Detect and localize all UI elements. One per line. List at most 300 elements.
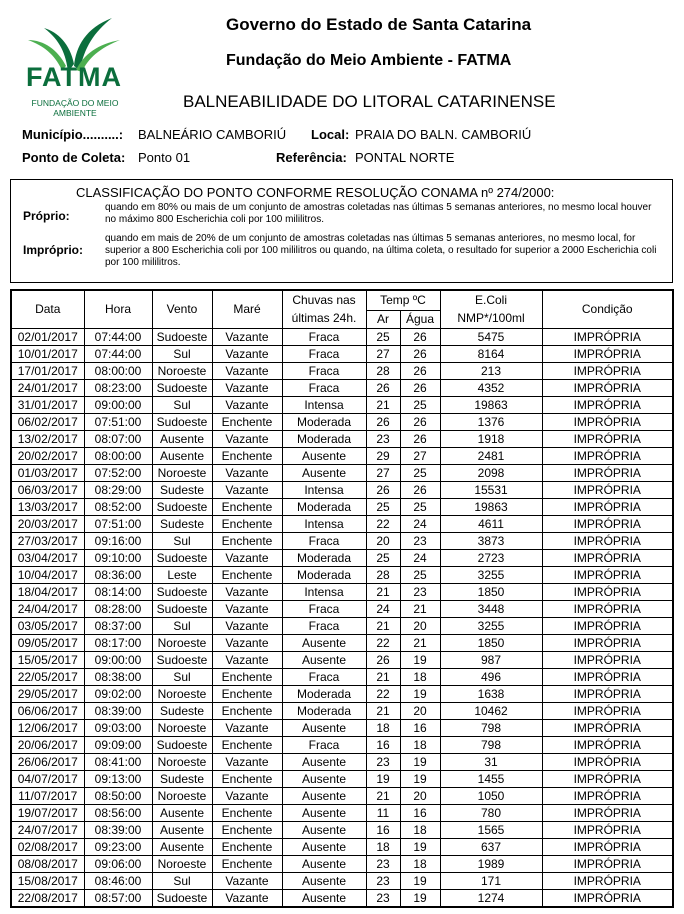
cell-ecoli: 2723	[440, 549, 542, 566]
cell-temp-ar: 23	[366, 872, 400, 889]
cell-ecoli: 10462	[440, 702, 542, 719]
table-row	[11, 821, 673, 838]
cell-condicao: IMPRÓPRIA	[542, 379, 673, 396]
cell-temp-agua: 26	[400, 362, 440, 379]
cell-temp-agua: 26	[400, 481, 440, 498]
cell-data: 13/03/2017	[11, 498, 84, 515]
cell-vento: Sudoeste	[152, 379, 212, 396]
cell-condicao: IMPRÓPRIA	[542, 362, 673, 379]
cell-vento: Noroeste	[152, 464, 212, 481]
cell-ecoli: 3873	[440, 532, 542, 549]
cell-temp-ar: 21	[366, 396, 400, 413]
cell-temp-agua: 21	[400, 634, 440, 651]
cell-mare: Vazante	[212, 362, 282, 379]
table-row	[11, 481, 673, 498]
cell-data: 02/01/2017	[11, 328, 84, 345]
cell-temp-ar: 24	[366, 600, 400, 617]
cell-mare: Enchente	[212, 736, 282, 753]
cell-condicao: IMPRÓPRIA	[542, 719, 673, 736]
cell-temp-ar: 26	[366, 651, 400, 668]
cell-vento: Noroeste	[152, 362, 212, 379]
classification-title: CLASSIFICAÇÃO DO PONTO CONFORME RESOLUÇÃO CONAMA nº 274/2000:	[76, 185, 555, 200]
cell-temp-ar: 22	[366, 634, 400, 651]
ponto-value: Ponto 01	[138, 150, 191, 165]
cell-temp-ar: 23	[366, 753, 400, 770]
cell-mare: Enchente	[212, 447, 282, 464]
cell-chuvas: Ausente	[282, 838, 366, 855]
cell-vento: Sudoeste	[152, 889, 212, 907]
cell-ecoli: 1565	[440, 821, 542, 838]
table-row	[11, 855, 673, 872]
cell-ecoli: 1850	[440, 634, 542, 651]
cell-temp-ar: 23	[366, 430, 400, 447]
table-row	[11, 328, 673, 345]
cell-chuvas: Ausente	[282, 447, 366, 464]
cell-temp-ar: 25	[366, 328, 400, 345]
cell-mare: Vazante	[212, 345, 282, 362]
cell-hora: 08:29:00	[84, 481, 152, 498]
cell-data: 24/04/2017	[11, 600, 84, 617]
cell-hora: 09:16:00	[84, 532, 152, 549]
cell-vento: Sudoeste	[152, 583, 212, 600]
cell-vento: Sul	[152, 396, 212, 413]
cell-data: 31/01/2017	[11, 396, 84, 413]
cell-vento: Noroeste	[152, 719, 212, 736]
cell-chuvas: Intensa	[282, 396, 366, 413]
cell-chuvas: Ausente	[282, 872, 366, 889]
cell-condicao: IMPRÓPRIA	[542, 481, 673, 498]
cell-temp-agua: 25	[400, 566, 440, 583]
cell-chuvas: Moderada	[282, 702, 366, 719]
cell-mare: Enchente	[212, 515, 282, 532]
cell-hora: 07:44:00	[84, 345, 152, 362]
cell-condicao: IMPRÓPRIA	[542, 430, 673, 447]
cell-mare: Vazante	[212, 634, 282, 651]
cell-vento: Sudoeste	[152, 736, 212, 753]
cell-ecoli: 4611	[440, 515, 542, 532]
cell-condicao: IMPRÓPRIA	[542, 532, 673, 549]
cell-temp-ar: 21	[366, 617, 400, 634]
cell-temp-agua: 26	[400, 430, 440, 447]
report-title: BALNEABILIDADE DO LITORAL CATARINENSE	[183, 92, 556, 111]
table-row	[11, 379, 673, 396]
table-row	[11, 889, 673, 907]
cell-data: 04/07/2017	[11, 770, 84, 787]
foundation-title: Fundação do Meio Ambiente - FATMA	[226, 52, 512, 69]
cell-hora: 09:13:00	[84, 770, 152, 787]
cell-mare: Enchente	[212, 413, 282, 430]
cell-ecoli: 1050	[440, 787, 542, 804]
col-header-chuvas-line1: Chuvas nas	[282, 290, 366, 310]
cell-condicao: IMPRÓPRIA	[542, 855, 673, 872]
cell-chuvas: Moderada	[282, 566, 366, 583]
cell-mare: Enchente	[212, 668, 282, 685]
cell-temp-ar: 23	[366, 855, 400, 872]
cell-chuvas: Ausente	[282, 787, 366, 804]
cell-chuvas: Moderada	[282, 413, 366, 430]
cell-data: 03/05/2017	[11, 617, 84, 634]
cell-data: 02/08/2017	[11, 838, 84, 855]
cell-data: 08/08/2017	[11, 855, 84, 872]
cell-temp-agua: 19	[400, 889, 440, 907]
cell-ecoli: 637	[440, 838, 542, 855]
cell-hora: 09:10:00	[84, 549, 152, 566]
cell-temp-ar: 28	[366, 362, 400, 379]
table-row	[11, 464, 673, 481]
cell-chuvas: Intensa	[282, 481, 366, 498]
cell-hora: 08:00:00	[84, 362, 152, 379]
cell-vento: Sudoeste	[152, 328, 212, 345]
cell-temp-agua: 19	[400, 770, 440, 787]
cell-temp-agua: 20	[400, 787, 440, 804]
cell-temp-ar: 16	[366, 821, 400, 838]
logo-subtitle: FUNDAÇÃO DO MEIO AMBIENTE	[31, 98, 119, 118]
cell-hora: 08:36:00	[84, 566, 152, 583]
table-row	[11, 804, 673, 821]
table-row	[11, 634, 673, 651]
municipio-label: Município..........:	[22, 127, 124, 142]
cell-temp-agua: 18	[400, 736, 440, 753]
cell-temp-ar: 25	[366, 549, 400, 566]
cell-ecoli: 798	[440, 736, 542, 753]
cell-mare: Enchente	[212, 566, 282, 583]
cell-condicao: IMPRÓPRIA	[542, 549, 673, 566]
table-row	[11, 668, 673, 685]
cell-hora: 08:23:00	[84, 379, 152, 396]
cell-hora: 08:41:00	[84, 753, 152, 770]
cell-mare: Vazante	[212, 549, 282, 566]
cell-vento: Ausente	[152, 804, 212, 821]
cell-data: 12/06/2017	[11, 719, 84, 736]
cell-chuvas: Ausente	[282, 753, 366, 770]
cell-temp-ar: 27	[366, 345, 400, 362]
cell-temp-ar: 22	[366, 685, 400, 702]
cell-temp-agua: 26	[400, 345, 440, 362]
cell-data: 06/03/2017	[11, 481, 84, 498]
cell-hora: 09:06:00	[84, 855, 152, 872]
cell-data: 15/08/2017	[11, 872, 84, 889]
cell-temp-ar: 28	[366, 566, 400, 583]
cell-temp-ar: 25	[366, 498, 400, 515]
cell-mare: Vazante	[212, 481, 282, 498]
cell-temp-agua: 26	[400, 379, 440, 396]
table-row	[11, 838, 673, 855]
cell-hora: 08:00:00	[84, 447, 152, 464]
referencia-label: Referência:	[276, 150, 347, 165]
cell-ecoli: 3448	[440, 600, 542, 617]
cell-chuvas: Intensa	[282, 515, 366, 532]
cell-hora: 09:23:00	[84, 838, 152, 855]
cell-hora: 08:39:00	[84, 821, 152, 838]
cell-data: 26/06/2017	[11, 753, 84, 770]
cell-data: 06/02/2017	[11, 413, 84, 430]
cell-condicao: IMPRÓPRIA	[542, 566, 673, 583]
cell-ecoli: 19863	[440, 396, 542, 413]
cell-chuvas: Intensa	[282, 583, 366, 600]
cell-temp-agua: 18	[400, 821, 440, 838]
cell-condicao: IMPRÓPRIA	[542, 838, 673, 855]
cell-data: 18/04/2017	[11, 583, 84, 600]
cell-temp-ar: 27	[366, 464, 400, 481]
cell-mare: Vazante	[212, 464, 282, 481]
table-row	[11, 753, 673, 770]
cell-temp-ar: 21	[366, 668, 400, 685]
results-table-body	[11, 328, 673, 907]
cell-chuvas: Ausente	[282, 770, 366, 787]
cell-condicao: IMPRÓPRIA	[542, 821, 673, 838]
cell-ecoli: 15531	[440, 481, 542, 498]
cell-vento: Sudeste	[152, 770, 212, 787]
cell-ecoli: 19863	[440, 498, 542, 515]
cell-temp-agua: 23	[400, 532, 440, 549]
cell-data: 03/04/2017	[11, 549, 84, 566]
col-header-chuvas-line2: últimas 24h.	[282, 310, 366, 328]
cell-hora: 07:52:00	[84, 464, 152, 481]
cell-hora: 08:07:00	[84, 430, 152, 447]
cell-ecoli: 2098	[440, 464, 542, 481]
table-row	[11, 872, 673, 889]
cell-chuvas: Moderada	[282, 685, 366, 702]
cell-temp-agua: 19	[400, 651, 440, 668]
cell-temp-agua: 26	[400, 413, 440, 430]
local-label: Local:	[311, 127, 350, 142]
cell-ecoli: 1918	[440, 430, 542, 447]
cell-temp-agua: 23	[400, 583, 440, 600]
table-row	[11, 532, 673, 549]
cell-vento: Ausente	[152, 821, 212, 838]
cell-temp-ar: 11	[366, 804, 400, 821]
cell-data: 09/05/2017	[11, 634, 84, 651]
cell-condicao: IMPRÓPRIA	[542, 328, 673, 345]
cell-vento: Sul	[152, 872, 212, 889]
col-header-ar: Ar	[366, 310, 400, 328]
cell-mare: Vazante	[212, 583, 282, 600]
table-row	[11, 498, 673, 515]
cell-hora: 07:44:00	[84, 328, 152, 345]
cell-hora: 08:39:00	[84, 702, 152, 719]
cell-data: 22/05/2017	[11, 668, 84, 685]
table-row	[11, 702, 673, 719]
cell-hora: 09:09:00	[84, 736, 152, 753]
cell-hora: 09:00:00	[84, 651, 152, 668]
cell-data: 17/01/2017	[11, 362, 84, 379]
cell-temp-ar: 16	[366, 736, 400, 753]
cell-ecoli: 798	[440, 719, 542, 736]
cell-chuvas: Fraca	[282, 345, 366, 362]
table-row	[11, 413, 673, 430]
cell-temp-ar: 22	[366, 515, 400, 532]
cell-ecoli: 8164	[440, 345, 542, 362]
cell-vento: Sul	[152, 617, 212, 634]
cell-chuvas: Fraca	[282, 532, 366, 549]
cell-mare: Enchente	[212, 770, 282, 787]
cell-ecoli: 4352	[440, 379, 542, 396]
cell-hora: 08:14:00	[84, 583, 152, 600]
cell-temp-agua: 20	[400, 702, 440, 719]
cell-mare: Vazante	[212, 396, 282, 413]
cell-data: 24/01/2017	[11, 379, 84, 396]
cell-condicao: IMPRÓPRIA	[542, 651, 673, 668]
cell-mare: Enchente	[212, 532, 282, 549]
cell-temp-agua: 18	[400, 668, 440, 685]
cell-mare: Vazante	[212, 379, 282, 396]
cell-condicao: IMPRÓPRIA	[542, 685, 673, 702]
cell-temp-ar: 18	[366, 719, 400, 736]
cell-temp-ar: 19	[366, 770, 400, 787]
cell-hora: 09:02:00	[84, 685, 152, 702]
cell-condicao: IMPRÓPRIA	[542, 447, 673, 464]
cell-data: 20/03/2017	[11, 515, 84, 532]
cell-temp-agua: 21	[400, 600, 440, 617]
cell-data: 13/02/2017	[11, 430, 84, 447]
cell-ecoli: 5475	[440, 328, 542, 345]
improprio-text: quando em mais de 20% de um conjunto de amostras coletadas nas últimas 5 semanas anteriores, no mesmo local, for superior a 800 Escherichia coli por 100 mililitros ou quando, na última coleta, o resultado for superior a 2000 Escherichia coli por 100 mililitros.	[105, 233, 657, 268]
logo-wordmark: FATMA	[26, 62, 122, 92]
cell-chuvas: Fraca	[282, 617, 366, 634]
cell-chuvas: Fraca	[282, 736, 366, 753]
cell-mare: Vazante	[212, 753, 282, 770]
cell-hora: 08:38:00	[84, 668, 152, 685]
cell-temp-agua: 25	[400, 464, 440, 481]
cell-data: 11/07/2017	[11, 787, 84, 804]
cell-temp-agua: 20	[400, 617, 440, 634]
cell-hora: 08:37:00	[84, 617, 152, 634]
cell-vento: Sudoeste	[152, 651, 212, 668]
cell-data: 15/05/2017	[11, 651, 84, 668]
cell-hora: 09:03:00	[84, 719, 152, 736]
cell-condicao: IMPRÓPRIA	[542, 736, 673, 753]
cell-temp-ar: 26	[366, 481, 400, 498]
cell-vento: Sudeste	[152, 702, 212, 719]
cell-data: 27/03/2017	[11, 532, 84, 549]
cell-chuvas: Fraca	[282, 328, 366, 345]
cell-temp-ar: 21	[366, 702, 400, 719]
cell-condicao: IMPRÓPRIA	[542, 889, 673, 907]
table-row	[11, 362, 673, 379]
cell-mare: Enchente	[212, 838, 282, 855]
cell-condicao: IMPRÓPRIA	[542, 634, 673, 651]
cell-condicao: IMPRÓPRIA	[542, 804, 673, 821]
cell-temp-agua: 27	[400, 447, 440, 464]
cell-vento: Sudoeste	[152, 413, 212, 430]
cell-mare: Vazante	[212, 600, 282, 617]
cell-chuvas: Fraca	[282, 668, 366, 685]
fatma-logo	[14, 14, 132, 118]
cell-vento: Noroeste	[152, 855, 212, 872]
cell-hora: 08:46:00	[84, 872, 152, 889]
table-row	[11, 600, 673, 617]
cell-condicao: IMPRÓPRIA	[542, 498, 673, 515]
cell-ecoli: 3255	[440, 617, 542, 634]
cell-temp-agua: 24	[400, 549, 440, 566]
cell-condicao: IMPRÓPRIA	[542, 617, 673, 634]
cell-temp-agua: 16	[400, 804, 440, 821]
cell-condicao: IMPRÓPRIA	[542, 668, 673, 685]
cell-data: 10/01/2017	[11, 345, 84, 362]
cell-temp-agua: 19	[400, 685, 440, 702]
cell-vento: Noroeste	[152, 753, 212, 770]
cell-mare: Enchente	[212, 855, 282, 872]
cell-data: 10/04/2017	[11, 566, 84, 583]
cell-ecoli: 780	[440, 804, 542, 821]
cell-temp-agua: 19	[400, 872, 440, 889]
cell-chuvas: Ausente	[282, 855, 366, 872]
cell-chuvas: Ausente	[282, 464, 366, 481]
cell-temp-ar: 21	[366, 787, 400, 804]
cell-ecoli: 213	[440, 362, 542, 379]
cell-mare: Vazante	[212, 787, 282, 804]
referencia-value: PONTAL NORTE	[355, 150, 455, 165]
table-row	[11, 736, 673, 753]
cell-ecoli: 1850	[440, 583, 542, 600]
cell-temp-agua: 16	[400, 719, 440, 736]
col-header-ecoli-line2: NMP*/100ml	[440, 310, 542, 328]
cell-vento: Sul	[152, 668, 212, 685]
cell-chuvas: Fraca	[282, 600, 366, 617]
cell-vento: Sudoeste	[152, 600, 212, 617]
cell-chuvas: Ausente	[282, 821, 366, 838]
cell-ecoli: 1638	[440, 685, 542, 702]
table-row	[11, 651, 673, 668]
col-header-temp: Temp ºC	[366, 290, 440, 310]
cell-temp-ar: 20	[366, 532, 400, 549]
ponto-label: Ponto de Coleta:	[22, 150, 126, 165]
table-row	[11, 685, 673, 702]
table-row	[11, 345, 673, 362]
cell-data: 24/07/2017	[11, 821, 84, 838]
cell-condicao: IMPRÓPRIA	[542, 464, 673, 481]
cell-temp-agua: 25	[400, 396, 440, 413]
cell-vento: Noroeste	[152, 787, 212, 804]
cell-ecoli: 2481	[440, 447, 542, 464]
table-row	[11, 583, 673, 600]
cell-temp-ar: 26	[366, 379, 400, 396]
cell-vento: Sudoeste	[152, 549, 212, 566]
cell-condicao: IMPRÓPRIA	[542, 345, 673, 362]
table-row	[11, 515, 673, 532]
cell-hora: 08:17:00	[84, 634, 152, 651]
cell-mare: Vazante	[212, 651, 282, 668]
col-header-data: Data	[11, 290, 84, 328]
col-header-hora: Hora	[84, 290, 152, 328]
cell-temp-ar: 18	[366, 838, 400, 855]
cell-temp-ar: 26	[366, 413, 400, 430]
cell-chuvas: Moderada	[282, 549, 366, 566]
proprio-text: quando em 80% ou mais de um conjunto de amostras coletadas nas últimas 5 semanas anteriores, no mesmo local houver no máximo 800 Escherichia coli por 100 mililitros.	[105, 202, 652, 225]
cell-condicao: IMPRÓPRIA	[542, 396, 673, 413]
cell-chuvas: Ausente	[282, 651, 366, 668]
classification-box	[10, 179, 673, 283]
cell-mare: Enchente	[212, 685, 282, 702]
cell-mare: Enchente	[212, 804, 282, 821]
cell-mare: Vazante	[212, 872, 282, 889]
cell-mare: Vazante	[212, 430, 282, 447]
cell-hora: 08:57:00	[84, 889, 152, 907]
col-header-condicao: Condição	[542, 290, 673, 328]
cell-hora: 08:52:00	[84, 498, 152, 515]
cell-vento: Leste	[152, 566, 212, 583]
cell-temp-agua: 18	[400, 855, 440, 872]
cell-condicao: IMPRÓPRIA	[542, 787, 673, 804]
cell-data: 06/06/2017	[11, 702, 84, 719]
cell-mare: Vazante	[212, 719, 282, 736]
results-table	[10, 289, 674, 908]
cell-mare: Vazante	[212, 328, 282, 345]
cell-vento: Ausente	[152, 430, 212, 447]
table-row	[11, 447, 673, 464]
cell-vento: Sudeste	[152, 481, 212, 498]
cell-condicao: IMPRÓPRIA	[542, 753, 673, 770]
